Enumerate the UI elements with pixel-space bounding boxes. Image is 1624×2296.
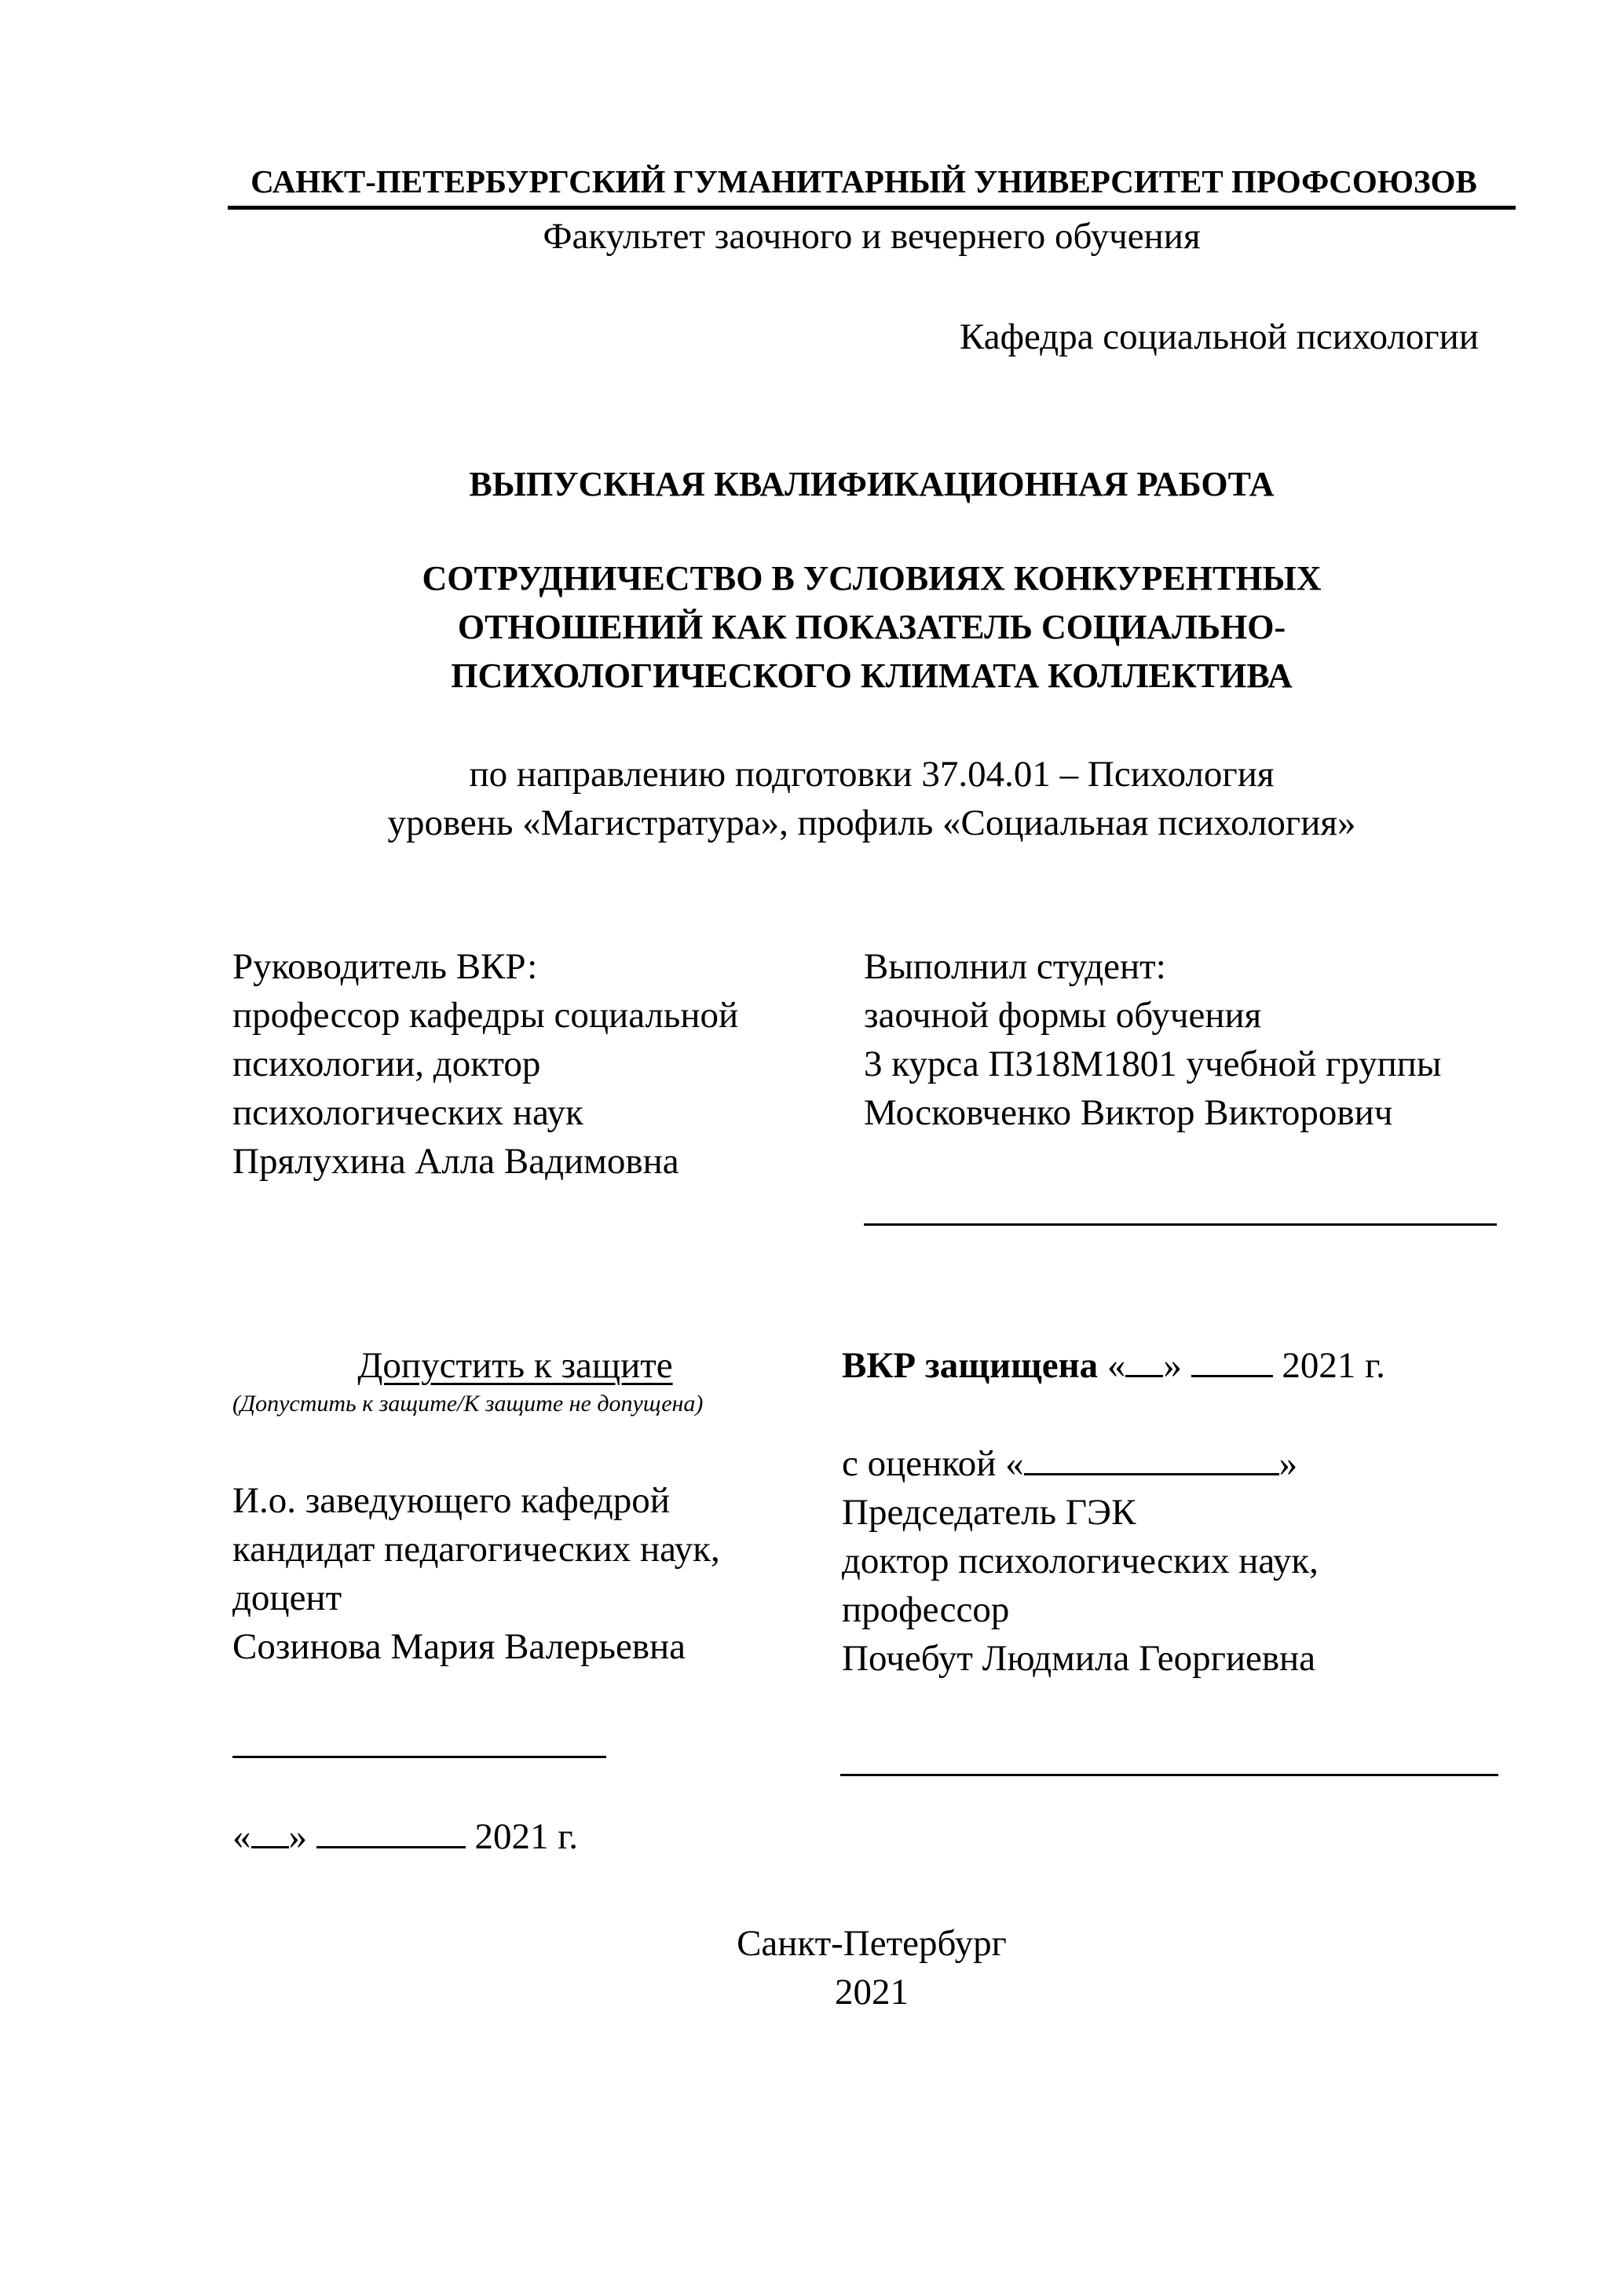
student-block: [864, 942, 1442, 1137]
topic-line-1: СОТРУДНИЧЕСТВО В УСЛОВИЯХ КОНКУРЕНТНЫХ: [422, 559, 1322, 598]
university-name: САНКТ-ПЕТЕРБУРГСКИЙ ГУМАНИТАРНЫЙ УНИВЕРСИТЕТ ПРОФСОЮЗОВ: [251, 163, 1477, 199]
study-level-profile: уровень «Магистратура», профиль «Социальная психология»: [387, 803, 1356, 843]
department-name: Кафедра социальной психологии: [960, 316, 1479, 357]
student-signature-line[interactable]: [864, 1223, 1497, 1226]
grade-label: с оценкой «: [842, 1443, 1024, 1484]
gek-chair-name: Почебут Людмила Георгиевна: [842, 1638, 1316, 1679]
defense-open-quote: «: [1106, 1345, 1126, 1386]
document-type: ВЫПУСКНАЯ КВАЛИФИКАЦИОННАЯ РАБОТА: [469, 465, 1275, 503]
supervisor-block: [232, 942, 738, 1186]
student-name: Московченко Виктор Викторович: [864, 1092, 1393, 1133]
grade-close-quote: »: [1278, 1443, 1298, 1484]
date-close-quote: »: [288, 1816, 307, 1857]
header-divider: [228, 206, 1516, 210]
department-head-position-line: И.о. заведующего кафедрой: [232, 1480, 670, 1521]
gek-chair-position-line: доктор психологических наук,: [842, 1541, 1319, 1581]
year: 2021: [835, 1972, 909, 2013]
department-head-block: [232, 1476, 720, 1671]
gek-chair-signature-line[interactable]: [840, 1774, 1498, 1776]
admission-hint: (Допустить к защите/К защите не допущена): [232, 1391, 704, 1417]
supervisor-label: Руководитель ВКР:: [232, 946, 538, 987]
grade-line: [842, 1439, 1297, 1488]
department-head-name: Созинова Мария Валерьевна: [232, 1626, 686, 1667]
gek-chair-position-line: профессор: [842, 1589, 1010, 1630]
supervisor-position-line: профессор кафедры социальной: [232, 995, 739, 1036]
date-day-blank[interactable]: [251, 1815, 289, 1848]
supervisor-position-line: психологических наук: [232, 1092, 583, 1133]
supervisor-name: Прялухина Алла Вадимовна: [232, 1141, 679, 1182]
student-label: Выполнил студент:: [864, 946, 1166, 987]
defense-date-line: [842, 1341, 1385, 1390]
student-info-line: заочной формы обучения: [864, 995, 1262, 1036]
department-head-signature-line[interactable]: [232, 1756, 606, 1758]
date-year: 2021 г.: [474, 1816, 578, 1857]
topic-line-3: ПСИХОЛОГИЧЕСКОГО КЛИМАТА КОЛЛЕКТИВА: [451, 656, 1293, 695]
topic-line-2: ОТНОШЕНИЙ КАК ПОКАЗАТЕЛЬ СОЦИАЛЬНО-: [457, 608, 1286, 646]
admission-decision: Допустить к защите: [357, 1345, 673, 1386]
study-direction: по направлению подготовки 37.04.01 – Психология: [469, 754, 1275, 795]
defense-day-blank[interactable]: [1125, 1344, 1163, 1377]
defense-close-quote: »: [1163, 1345, 1182, 1386]
grade-blank[interactable]: [1024, 1442, 1279, 1475]
admission-date: [232, 1812, 578, 1861]
date-month-blank[interactable]: [316, 1815, 466, 1848]
gek-chair-block: [842, 1488, 1319, 1683]
department-head-position-line: доцент: [232, 1578, 342, 1618]
defense-month-blank[interactable]: [1191, 1344, 1273, 1377]
gek-chair-position-line: Председатель ГЭК: [842, 1492, 1136, 1533]
defended-label: ВКР защищена: [842, 1345, 1099, 1386]
student-info-line: 3 курса ПЗ18М1801 учебной группы: [864, 1044, 1442, 1084]
department-head-position-line: кандидат педагогических наук,: [232, 1529, 720, 1570]
faculty-name: Факультет заочного и вечернего обучения: [543, 216, 1201, 257]
city: Санкт-Петербург: [737, 1923, 1007, 1964]
defense-year: 2021 г.: [1282, 1345, 1385, 1386]
supervisor-position-line: психологии, доктор: [232, 1044, 541, 1084]
date-open-quote: «: [232, 1816, 251, 1857]
